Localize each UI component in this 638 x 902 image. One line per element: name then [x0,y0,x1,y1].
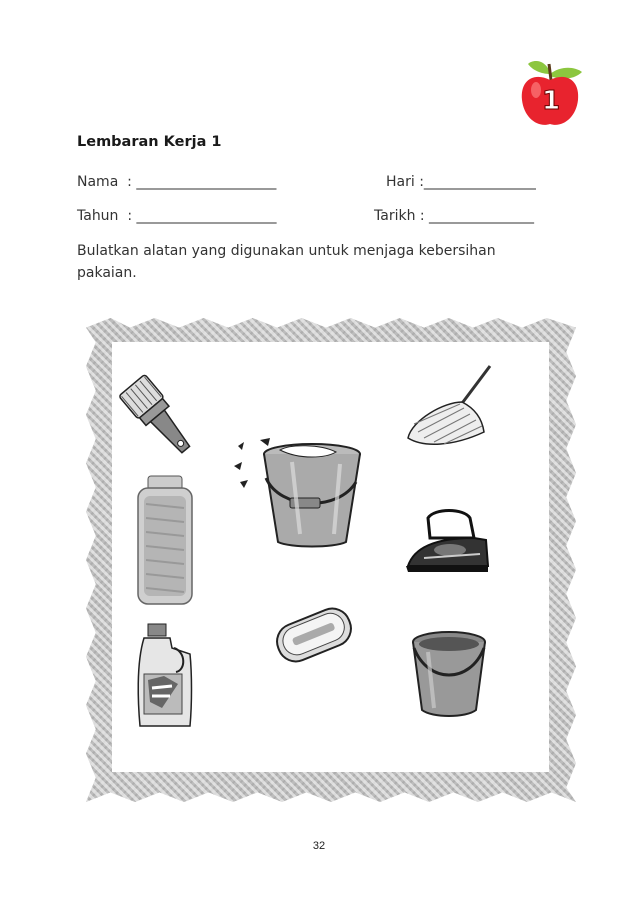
instruction-text: Bulatkan alatan yang digunakan untuk menjaga kebersihan pakaian. [77,243,496,281]
worksheet-number: 1 [541,86,561,116]
iron-icon[interactable] [404,508,490,574]
bucket-icon[interactable] [408,628,490,718]
soap-bar-icon[interactable] [270,600,358,670]
splashing-bucket-icon[interactable] [230,438,366,548]
name-field[interactable]: Nama : ____________________ [77,174,277,190]
mop-icon[interactable] [404,362,496,450]
day-field[interactable]: Hari :________________ [386,174,536,190]
paintbrush-icon[interactable] [112,374,204,462]
powder-bottle-icon[interactable] [134,474,196,608]
year-field[interactable]: Tahun : ____________________ [77,208,277,224]
date-field[interactable]: Tarikh : _______________ [374,208,535,224]
detergent-bottle-icon[interactable] [134,624,194,730]
page-number: 32 [312,840,326,852]
worksheet-title: Lembaran Kerja 1 [77,134,222,150]
